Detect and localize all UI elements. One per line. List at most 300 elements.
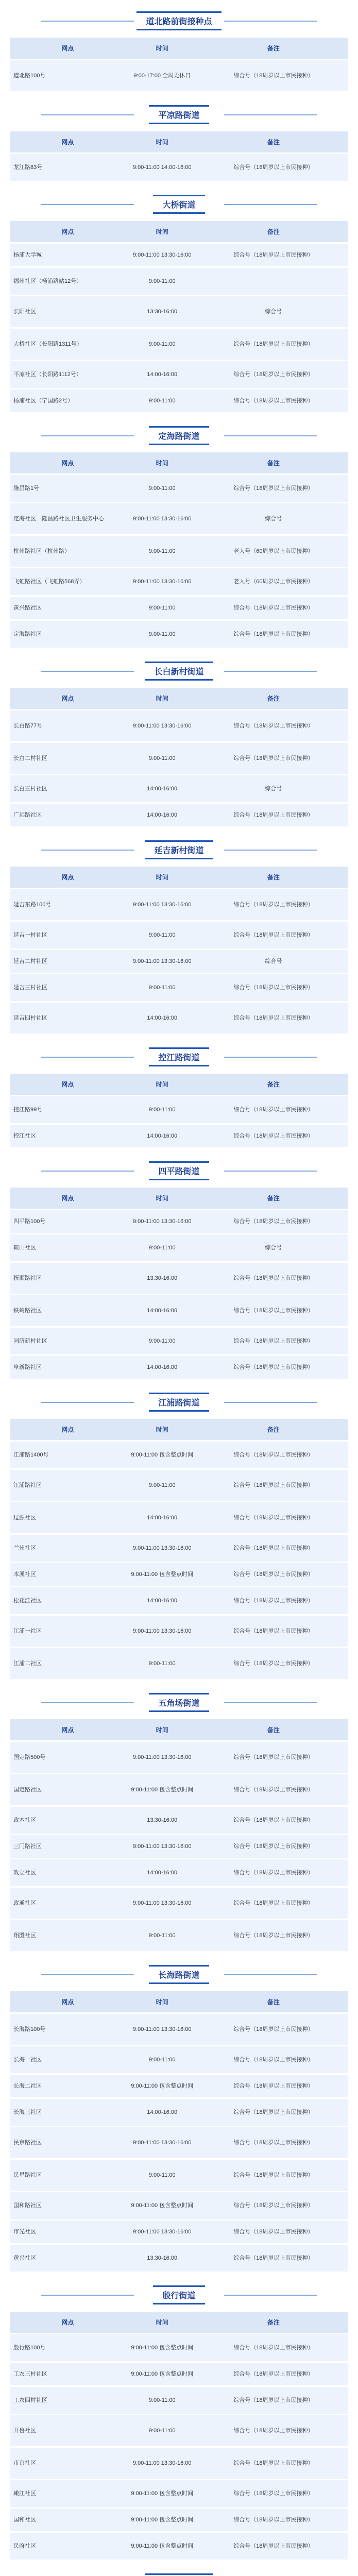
section-header (10, 5, 348, 36)
section-header (10, 2279, 348, 2310)
column-header-time: 时间 (125, 1419, 199, 1440)
site-name: 飞虹路社区（飞虹路568弄） (10, 568, 125, 595)
remark: 综合号（18周岁以上市民接种） (199, 1774, 348, 1805)
table-row (10, 2334, 348, 2361)
title-rule-left (41, 1974, 134, 1975)
table-row (10, 268, 348, 295)
column-header-note: 备注 (199, 1188, 348, 1209)
site-name: 翔殷社区 (10, 1920, 125, 1951)
table-header-row (10, 1719, 348, 1740)
table-row (10, 1859, 348, 1886)
column-header-time: 时间 (125, 2312, 199, 2333)
site-name: 江浦一社区 (10, 1616, 125, 1647)
site-name: 广远路社区 (10, 804, 125, 826)
title-rule-right (224, 114, 317, 115)
remark: 综合号（18周岁以上市民接种） (199, 889, 348, 920)
column-header-note: 备注 (199, 221, 348, 242)
table-row (10, 1295, 348, 1326)
table-row (10, 1563, 348, 1586)
section-title: 四平路街道 (149, 1161, 209, 1180)
table-row (10, 1003, 348, 1033)
table-row (10, 1888, 348, 1919)
open-hours: 9:00-11:00 包含整点时间 (125, 2075, 199, 2097)
table-row (10, 2075, 348, 2097)
open-hours: 9:00-11:00 13:30-16:00 (125, 1742, 199, 1773)
open-hours: 9:00-11:00 13:30-16:00 (125, 2221, 199, 2243)
remark: 综合号（18周岁以上市民接种） (199, 244, 348, 266)
site-name: 江浦二社区 (10, 1648, 125, 1679)
section-title: 长白新村街道 (145, 662, 213, 681)
title-rule-left (41, 1171, 134, 1172)
table-row (10, 154, 348, 181)
open-hours: 9:00-11:00 13:30-16:00 (125, 244, 199, 266)
site-name: 定海路社区 (10, 621, 125, 648)
remark: 综合号（18周岁以上市民接种） (199, 2014, 348, 2045)
open-hours: 13:30-16:00 (125, 1807, 199, 1834)
table-row (10, 2415, 348, 2446)
site-name: 长海路100号 (10, 2014, 125, 2045)
open-hours: 9:00-11:00 (125, 389, 199, 412)
column-header-time: 时间 (125, 1188, 199, 1209)
schedule-table (10, 865, 348, 1035)
remark (199, 268, 348, 295)
schedule-table (10, 1186, 348, 1380)
title-rule-left (41, 204, 134, 205)
table-row (10, 2192, 348, 2219)
remark: 综合号（18周岁以上市民接种） (199, 2415, 348, 2446)
table-row (10, 804, 348, 826)
column-header-name: 网点 (10, 221, 125, 242)
district-section (10, 99, 348, 182)
open-hours: 9:00-11:00 包含整点时间 (125, 2334, 199, 2361)
section-title: 延吉新村街道 (145, 840, 213, 859)
site-name: 江浦路1400号 (10, 1442, 125, 1468)
remark: 综合号（18周岁以上市民接种） (199, 2509, 348, 2531)
open-hours: 9:00-11:00 (125, 1648, 199, 1679)
open-hours: 9:00-17:00 全周无休日 (125, 60, 199, 91)
table-row (10, 889, 348, 920)
table-row (10, 950, 348, 973)
schedule-table (10, 130, 348, 182)
table-row (10, 1125, 348, 1147)
table-row (10, 621, 348, 648)
column-header-name: 网点 (10, 688, 125, 709)
open-hours: 9:00-11:00 13:30-16:00 (125, 1888, 199, 1919)
remark: 综合号（18周岁以上市民接种） (199, 621, 348, 648)
section-title: 五角场街道 (149, 1693, 209, 1712)
table-row (10, 922, 348, 948)
site-name: 国和社区 (10, 2509, 125, 2531)
site-name: 福州社区（杨浦路站12号） (10, 268, 125, 295)
district-section (10, 420, 348, 649)
remark: 综合号（18周岁以上市民接种） (199, 2046, 348, 2073)
district-section (10, 834, 348, 1035)
remark: 综合号 (199, 1234, 348, 1261)
schedule-table (10, 686, 348, 828)
table-row (10, 1616, 348, 1647)
column-header-time: 时间 (125, 1074, 199, 1095)
district-section (10, 5, 348, 93)
title-rule-right (224, 1402, 317, 1403)
table-header-row (10, 1074, 348, 1095)
table-header-row (10, 1991, 348, 2012)
column-header-note: 备注 (199, 867, 348, 888)
open-hours: 14:00-16:00 (125, 1859, 199, 1886)
table-row (10, 568, 348, 595)
column-header-note: 备注 (199, 131, 348, 152)
open-hours: 9:00-11:00 (125, 1470, 199, 1501)
remark: 综合号（18周岁以上市民接种） (199, 1502, 348, 1533)
section-header (10, 655, 348, 686)
remark: 综合号（18周岁以上市民接种） (199, 2387, 348, 2414)
remark: 综合号（18周岁以上市民接种） (199, 1470, 348, 1501)
schedule-table (10, 219, 348, 414)
section-header (10, 1959, 348, 1990)
section-title: 控江路街道 (149, 1047, 209, 1066)
remark: 综合号（18周岁以上市民接种） (199, 2099, 348, 2126)
open-hours: 9:00-11:00 13:30-16:00 (125, 503, 199, 534)
table-header-row (10, 1188, 348, 1209)
site-name: 杨浦社区（宁国路2号） (10, 389, 125, 412)
open-hours: 14:00-16:00 (125, 361, 199, 388)
open-hours: 9:00-11:00 13:30-16:00 (125, 950, 199, 973)
section-header (10, 1041, 348, 1072)
site-name: 黄兴社区 (10, 2245, 125, 2272)
site-name: 龙江路83号 (10, 154, 125, 181)
site-name: 隆昌路1号 (10, 475, 125, 502)
open-hours: 9:00-11:00 (125, 2387, 199, 2414)
section-title (145, 2573, 213, 2576)
site-name: 长白二村社区 (10, 743, 125, 774)
open-hours: 14:00-16:00 (125, 1295, 199, 1326)
table-header-row (10, 2312, 348, 2333)
section-title: 大桥街道 (153, 195, 204, 214)
remark: 综合号（18周岁以上市民接种） (199, 154, 348, 181)
section-header (10, 420, 348, 451)
site-name: 工农三村社区 (10, 2363, 125, 2385)
schedule-table (10, 1072, 348, 1149)
site-name: 延吉四村社区 (10, 1003, 125, 1033)
remark: 综合号（18周岁以上市民接种） (199, 710, 348, 741)
district-section (10, 1959, 348, 2273)
title-rule-right (224, 671, 317, 672)
site-name: 江浦路社区 (10, 1470, 125, 1501)
site-name: 辽源社区 (10, 1502, 125, 1533)
remark: 老人号（60周岁以上市民接种） (199, 536, 348, 567)
district-section (10, 1386, 348, 1681)
column-header-time: 时间 (125, 452, 199, 473)
open-hours: 14:00-16:00 (125, 2099, 199, 2126)
table-row (10, 1742, 348, 1773)
table-row (10, 2046, 348, 2073)
remark: 老人号（60周岁以上市民接种） (199, 568, 348, 595)
table-row (10, 1587, 348, 1614)
table-row (10, 1096, 348, 1123)
section-title: 道北路前街接种点 (137, 11, 221, 30)
section-title: 定海路街道 (149, 426, 209, 445)
column-header-note: 备注 (199, 1719, 348, 1740)
district-section (10, 1687, 348, 1953)
column-header-name: 网点 (10, 1419, 125, 1440)
schedule-table (10, 2310, 348, 2561)
site-name: 四平路100号 (10, 1210, 125, 1233)
section-title: 平凉路街道 (149, 105, 209, 124)
column-header-time: 时间 (125, 131, 199, 152)
remark: 综合号（18周岁以上市民接种） (199, 2245, 348, 2272)
section-title: 殷行街道 (153, 2285, 204, 2304)
remark: 综合号（18周岁以上市民接种） (199, 1125, 348, 1147)
open-hours: 14:00-16:00 (125, 1125, 199, 1147)
title-rule-left (41, 2295, 134, 2296)
remark: 综合号（18周岁以上市民接种） (199, 597, 348, 619)
title-rule-left (41, 850, 134, 851)
open-hours: 9:00-11:00 包含整点时间 (125, 2480, 199, 2507)
table-row (10, 1328, 348, 1354)
table-row (10, 361, 348, 388)
table-row (10, 503, 348, 534)
open-hours: 9:00-11:00 (125, 974, 199, 1001)
table-row (10, 2387, 348, 2414)
title-rule-right (224, 21, 317, 22)
site-name: 铁岭路社区 (10, 1295, 125, 1326)
site-name: 国定路社区 (10, 1774, 125, 1805)
remark: 综合号（18周岁以上市民接种） (199, 1616, 348, 1647)
remark: 综合号（18周岁以上市民接种） (199, 1535, 348, 1562)
remark: 综合号（18周岁以上市民接种） (199, 1888, 348, 1919)
section-header (10, 189, 348, 219)
table-row (10, 710, 348, 741)
open-hours: 14:00-16:00 (125, 1003, 199, 1033)
open-hours: 9:00-11:00 (125, 1234, 199, 1261)
column-header-note: 备注 (199, 1419, 348, 1440)
remark: 综合号（18周岁以上市民接种） (199, 2127, 348, 2158)
table-header-row (10, 38, 348, 59)
open-hours: 14:00-16:00 (125, 775, 199, 802)
remark: 综合号 (199, 775, 348, 802)
table-row (10, 2245, 348, 2272)
table-row (10, 2448, 348, 2479)
table-row (10, 329, 348, 360)
site-name: 政立社区 (10, 1859, 125, 1886)
district-section (10, 655, 348, 828)
table-header-row (10, 452, 348, 473)
column-header-name: 网点 (10, 1074, 125, 1095)
schedule-table (10, 36, 348, 93)
site-name: 长白路77号 (10, 710, 125, 741)
column-header-note: 备注 (199, 1991, 348, 2012)
open-hours: 9:00-11:00 包含整点时间 (125, 2509, 199, 2531)
site-name: 开鲁社区 (10, 2415, 125, 2446)
open-hours: 9:00-11:00 (125, 922, 199, 948)
district-section (10, 1041, 348, 1149)
table-row (10, 536, 348, 567)
table-header-row (10, 688, 348, 709)
remark: 综合号（18周岁以上市民接种） (199, 2363, 348, 2385)
open-hours: 14:00-16:00 (125, 804, 199, 826)
title-rule-left (41, 671, 134, 672)
table-row (10, 1774, 348, 1805)
site-name: 政通社区 (10, 1888, 125, 1919)
remark: 综合号（18周岁以上市民接种） (199, 329, 348, 360)
site-name: 控江社区 (10, 1125, 125, 1147)
remark: 综合号（18周岁以上市民接种） (199, 2160, 348, 2191)
section-title: 江浦路街道 (149, 1393, 209, 1412)
open-hours: 9:00-11:00 (125, 2046, 199, 2073)
table-row (10, 1648, 348, 1679)
remark: 综合号（18周岁以上市民接种） (199, 2448, 348, 2479)
column-header-note: 备注 (199, 1074, 348, 1095)
remark: 综合号（18周岁以上市民接种） (199, 1096, 348, 1123)
title-rule-left (41, 1702, 134, 1703)
column-header-name: 网点 (10, 131, 125, 152)
remark: 综合号（18周岁以上市民接种） (199, 1920, 348, 1951)
site-name: 政本社区 (10, 1807, 125, 1834)
title-rule-right (224, 1702, 317, 1703)
column-header-time: 时间 (125, 867, 199, 888)
site-name: 市光社区 (10, 2221, 125, 2243)
title-rule-left (41, 21, 134, 22)
section-header (10, 1386, 348, 1417)
open-hours: 14:00-16:00 (125, 1587, 199, 1614)
open-hours: 9:00-11:00 包含整点时间 (125, 2533, 199, 2560)
open-hours: 9:00-11:00 包含整点时间 (125, 2363, 199, 2385)
table-header-row (10, 867, 348, 888)
site-name: 杨浦大学城 (10, 244, 125, 266)
site-name: 延吉一村社区 (10, 922, 125, 948)
table-row (10, 2533, 348, 2560)
remark: 综合号（18周岁以上市民接种） (199, 2221, 348, 2243)
site-name: 平凉社区（长阳路1112号） (10, 361, 125, 388)
column-header-name: 网点 (10, 1719, 125, 1740)
table-header-row (10, 131, 348, 152)
open-hours: 9:00-11:00 包含整点时间 (125, 2192, 199, 2219)
district-section (10, 189, 348, 414)
table-row (10, 1442, 348, 1468)
remark: 综合号（18周岁以上市民接种） (199, 1648, 348, 1679)
table-row (10, 60, 348, 91)
column-header-time: 时间 (125, 688, 199, 709)
table-row (10, 475, 348, 502)
column-header-name: 网点 (10, 38, 125, 59)
site-name: 本溪社区 (10, 1563, 125, 1586)
table-header-row (10, 221, 348, 242)
district-section (10, 2279, 348, 2561)
open-hours: 13:30-16:00 (125, 296, 199, 327)
remark: 综合号（18周岁以上市民接种） (199, 2533, 348, 2560)
open-hours: 9:00-11:00 包含整点时间 (125, 1442, 199, 1468)
column-header-note: 备注 (199, 688, 348, 709)
table-row (10, 597, 348, 619)
table-row (10, 2221, 348, 2243)
column-header-note: 备注 (199, 452, 348, 473)
title-rule-left (41, 114, 134, 115)
section-header (10, 1155, 348, 1186)
site-name: 嫩江社区 (10, 2480, 125, 2507)
title-rule-left (41, 1402, 134, 1403)
table-row (10, 2480, 348, 2507)
column-header-time: 时间 (125, 1719, 199, 1740)
remark: 综合号（18周岁以上市民接种） (199, 2192, 348, 2219)
table-row (10, 296, 348, 327)
remark: 综合号（18周岁以上市民接种） (199, 743, 348, 774)
remark: 综合号（18周岁以上市民接种） (199, 1263, 348, 1294)
table-row (10, 1835, 348, 1858)
column-header-note: 备注 (199, 38, 348, 59)
site-name: 国定路500号 (10, 1742, 125, 1773)
column-header-name: 网点 (10, 1991, 125, 2012)
column-header-name: 网点 (10, 867, 125, 888)
remark: 综合号 (199, 296, 348, 327)
title-rule-right (224, 1057, 317, 1058)
title-rule-left (41, 435, 134, 436)
site-name: 兰州社区 (10, 1535, 125, 1562)
table-header-row (10, 1419, 348, 1440)
open-hours: 14:00-16:00 (125, 1502, 199, 1533)
schedule-table (10, 1990, 348, 2273)
open-hours: 9:00-11:00 13:30-16:00 (125, 2127, 199, 2158)
title-rule-right (224, 435, 317, 436)
site-name: 工农四村社区 (10, 2387, 125, 2414)
table-row (10, 1470, 348, 1501)
table-row (10, 1920, 348, 1951)
table-row (10, 974, 348, 1001)
open-hours: 9:00-11:00 (125, 1328, 199, 1354)
title-rule-right (224, 850, 317, 851)
site-name: 抚顺路社区 (10, 1263, 125, 1294)
site-name: 杭州路社区（杭州路） (10, 536, 125, 567)
title-rule-right (224, 204, 317, 205)
site-name: 松花江社区 (10, 1587, 125, 1614)
open-hours: 9:00-11:00 (125, 621, 199, 648)
site-name: 三门路社区 (10, 1835, 125, 1858)
open-hours: 9:00-11:00 13:30-16:00 (125, 1535, 199, 1562)
column-header-name: 网点 (10, 2312, 125, 2333)
open-hours: 9:00-11:00 包含整点时间 (125, 1774, 199, 1805)
table-row (10, 389, 348, 412)
title-rule-right (224, 1171, 317, 1172)
schedule-table (10, 1718, 348, 1953)
remark: 综合号（18周岁以上市民接种） (199, 1563, 348, 1586)
remark: 综合号（18周岁以上市民接种） (199, 1835, 348, 1858)
schedule-table (10, 451, 348, 649)
district-section (10, 2567, 348, 2576)
section-title: 长海路街道 (149, 1965, 209, 1984)
open-hours: 9:00-11:00 (125, 329, 199, 360)
remark: 综合号（18周岁以上市民接种） (199, 2480, 348, 2507)
table-row (10, 2127, 348, 2158)
table-row (10, 2160, 348, 2191)
open-hours: 9:00-11:00 13:30-16:00 (125, 1616, 199, 1647)
table-row (10, 1807, 348, 1834)
site-name: 同济新村社区 (10, 1328, 125, 1354)
open-hours: 9:00-11:00 (125, 597, 199, 619)
open-hours: 9:00-11:00 13:30-16:00 (125, 710, 199, 741)
table-row (10, 1356, 348, 1379)
table-row (10, 2099, 348, 2126)
section-header (10, 99, 348, 130)
remark: 综合号 (199, 950, 348, 973)
site-name: 定海社区一隆昌路社区卫生服务中心 (10, 503, 125, 534)
site-name: 延吉三村社区 (10, 974, 125, 1001)
open-hours: 9:00-11:00 包含整点时间 (125, 1563, 199, 1586)
section-header (10, 2567, 348, 2576)
table-row (10, 2363, 348, 2385)
site-name: 黄兴路社区 (10, 597, 125, 619)
open-hours: 9:00-11:00 (125, 2415, 199, 2446)
site-name: 道北路100号 (10, 60, 125, 91)
open-hours: 9:00-11:00 (125, 475, 199, 502)
open-hours: 9:00-11:00 14:00-16:00 (125, 154, 199, 181)
